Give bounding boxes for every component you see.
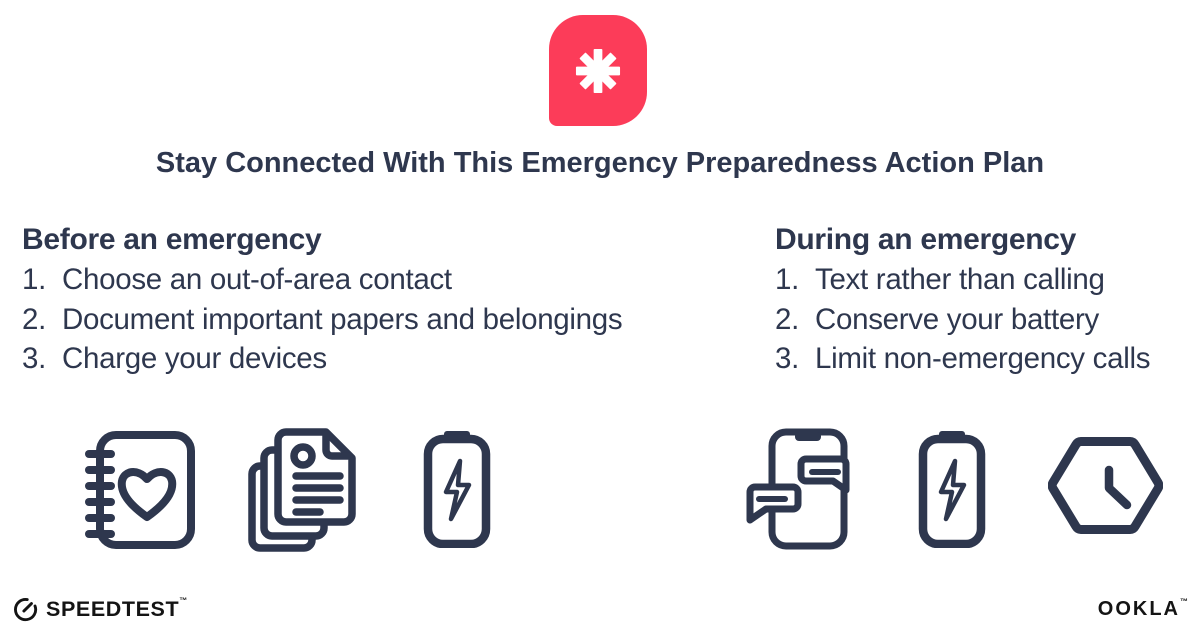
list-item	[775, 260, 1195, 300]
list-number: 1.	[22, 263, 47, 296]
list-text: Charge your devices	[62, 342, 327, 375]
during-list	[775, 260, 1195, 379]
list-text: Text rather than calling	[815, 263, 1105, 296]
before-emergency-section	[22, 220, 712, 379]
before-list	[22, 260, 712, 379]
list-item	[775, 339, 1195, 379]
during-heading: During an emergency	[775, 223, 1077, 256]
speedtest-logo	[13, 597, 187, 622]
ookla-wordmark: OOKLA™	[1097, 597, 1188, 620]
ookla-logo	[1098, 598, 1188, 621]
list-number: 3.	[22, 342, 47, 375]
list-text: Choose an out-of-area contact	[62, 263, 452, 296]
list-item	[22, 339, 712, 379]
list-text: Document important papers and belongings	[62, 302, 623, 336]
during-emergency-section	[775, 220, 1195, 379]
speedtest-wordmark: SPEEDTEST™	[46, 596, 188, 621]
list-item	[22, 300, 712, 340]
documents-icon	[248, 426, 357, 553]
before-heading: Before an emergency	[22, 223, 322, 256]
list-text: Conserve your battery	[815, 302, 1099, 336]
trademark-symbol: ™	[1180, 597, 1188, 606]
list-item	[22, 260, 712, 300]
trademark-symbol: ™	[179, 596, 188, 605]
battery-charging-icon	[423, 429, 491, 548]
page-title: Stay Connected With This Emergency Preparedness Action Plan	[155, 147, 1045, 179]
phone-messaging-icon	[746, 428, 850, 550]
list-number: 3.	[775, 342, 800, 375]
list-number: 2.	[775, 302, 800, 336]
list-number: 1.	[775, 263, 800, 296]
emergency-badge	[549, 15, 647, 126]
list-text: Limit non-emergency calls	[815, 342, 1151, 375]
speedtest-gauge-icon	[13, 597, 38, 622]
list-number: 2.	[22, 302, 47, 336]
contact-book-icon	[84, 430, 195, 550]
medical-asterisk-icon	[569, 42, 627, 100]
battery-charging-icon	[918, 429, 986, 548]
list-item	[775, 300, 1195, 340]
clock-icon	[1048, 437, 1163, 534]
